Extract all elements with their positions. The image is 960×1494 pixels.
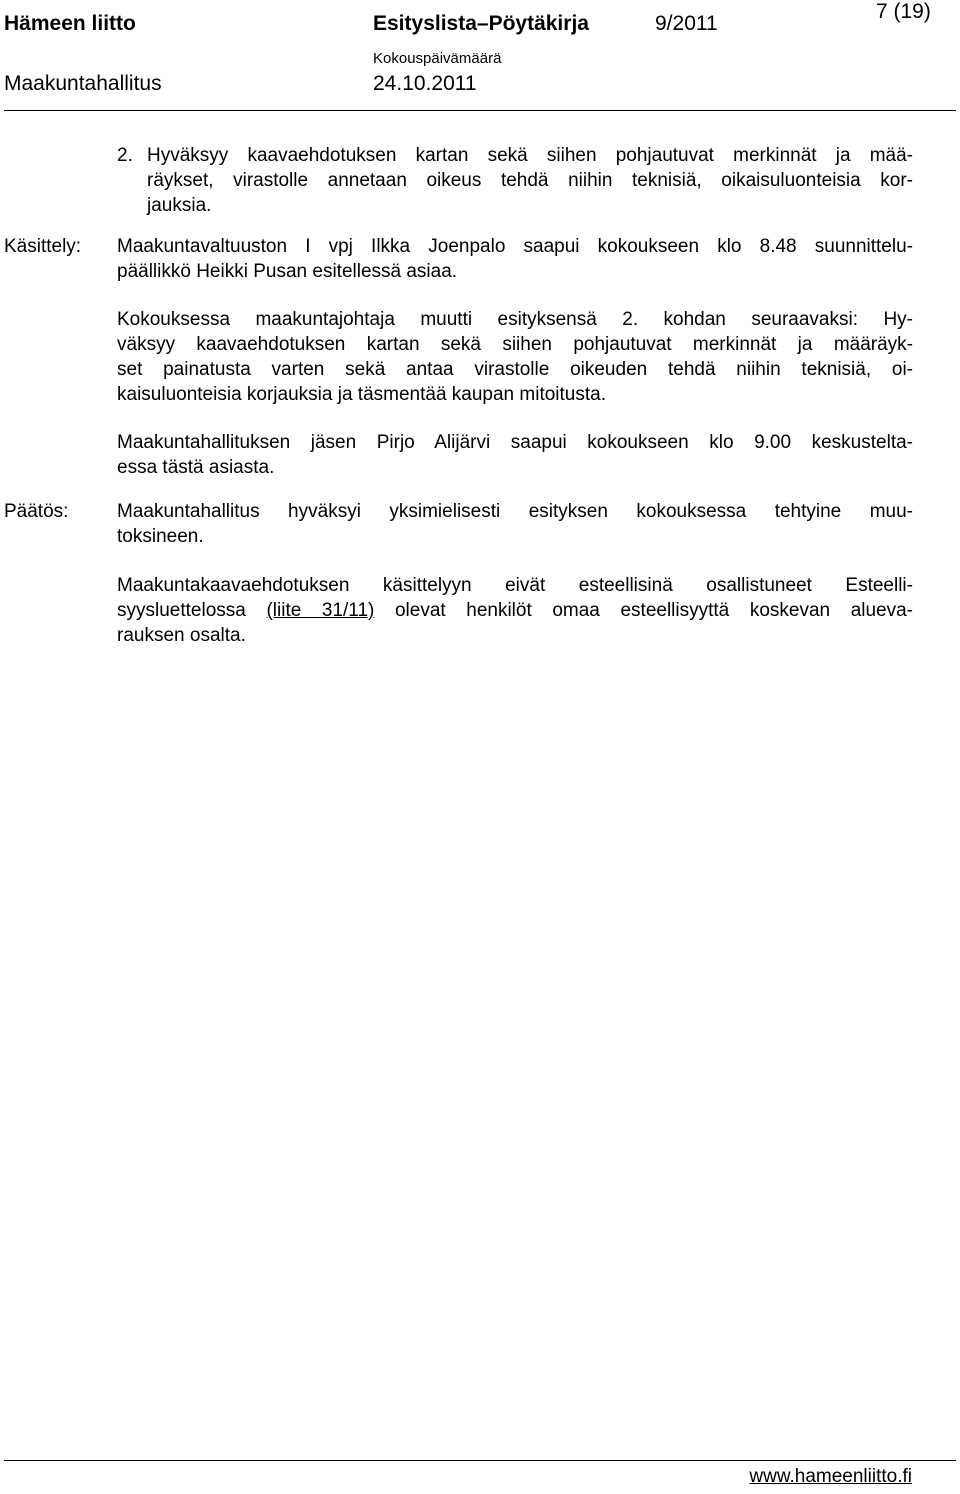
attachment-link[interactable]: (liite 31/11): [266, 600, 375, 621]
paragraph: [117, 573, 913, 648]
section-label-kasittely: Käsittely:: [4, 236, 82, 257]
header-rule: [4, 110, 956, 111]
text-line: päällikkö Heikki Pusan esitellessä asiaa.: [117, 261, 458, 282]
page-number: 7 (19): [876, 0, 931, 23]
text-line: rauksen osalta.: [117, 625, 246, 646]
text-fragment: syysluettelossa: [117, 600, 246, 621]
list-item-number: 2.: [117, 145, 133, 166]
meeting-date: 24.10.2011: [373, 72, 477, 95]
text-line: Kokouksessa maakuntajohtaja muutti esityksensä 2. kohdan seuraavaksi: Hy-: [117, 309, 913, 330]
text-line: Maakuntahallitus hyväksyi yksimielisesti esityksen kokouksessa tehtyine muu-: [117, 501, 913, 522]
text-line: Maakuntakaavaehdotuksen käsittelyyn eivät esteellisinä osallistuneet Esteelli-: [117, 575, 913, 596]
paragraph: [117, 430, 913, 480]
text-line: essa tästä asiasta.: [117, 457, 275, 478]
paragraph: [117, 234, 913, 284]
date-caption: Kokouspäivämäärä: [373, 50, 502, 67]
text-line: [117, 598, 913, 623]
paragraph: [117, 499, 913, 549]
paragraph: [117, 307, 913, 407]
text-line: Hyväksyy kaavaehdotuksen kartan sekä siihen pohjautuvat merkinnät ja mää-: [147, 145, 913, 166]
text-line: toksineen.: [117, 526, 204, 547]
body-name: Maakuntahallitus: [4, 72, 162, 95]
document-number: 9/2011: [655, 12, 718, 35]
footer-rule: [4, 1460, 956, 1461]
document-type: Esityslista–Pöytäkirja: [373, 12, 589, 35]
text-line: räykset, virastolle annetaan oikeus tehdä niihin teknisiä, oikaisuluonteisia kor-: [147, 170, 913, 191]
text-line: Maakuntahallituksen jäsen Pirjo Alijärvi saapui kokoukseen klo 9.00 keskustelta-: [117, 432, 913, 453]
text-line: kaisuluonteisia korjauksia ja täsmentää kaupan mitoitusta.: [117, 384, 606, 405]
text-line: jauksia.: [147, 195, 212, 216]
text-line: set painatusta varten sekä antaa virastolle oikeuden tehdä niihin teknisiä, oi-: [117, 359, 913, 380]
section-label-paatos: Päätös:: [4, 501, 69, 522]
footer: [749, 1466, 912, 1488]
organization-name: Hämeen liitto: [4, 12, 136, 35]
text-line: väksyy kaavaehdotuksen kartan sekä siihen pohjautuvat merkinnät ja määräyk-: [117, 334, 913, 355]
text-line: Maakuntavaltuuston I vpj Ilkka Joenpalo saapui kokoukseen klo 8.48 suunnittelu-: [117, 236, 913, 257]
text-fragment: olevat henkilöt omaa esteellisyyttä koskevan alueva-: [394, 600, 914, 621]
list-item-text: [147, 143, 913, 218]
website-link[interactable]: www.hameenliitto.fi: [749, 1466, 912, 1487]
